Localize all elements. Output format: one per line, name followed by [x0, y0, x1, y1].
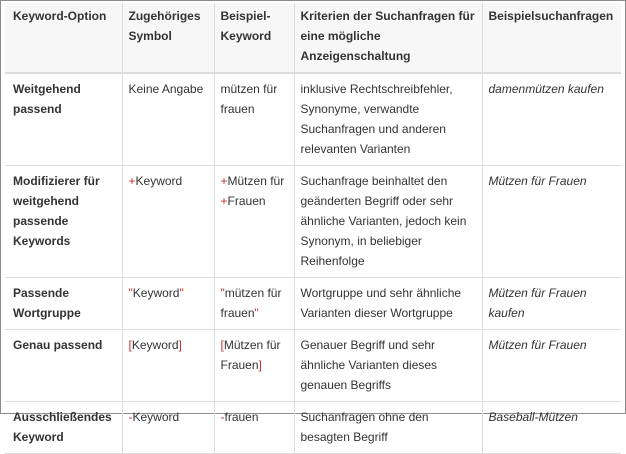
- example-cell: Mützen für Frauen: [482, 166, 621, 278]
- symbol-cell: Keine Angabe: [122, 73, 214, 166]
- option-cell: Modifizierer für weitgehend passende Keywords: [5, 166, 122, 278]
- modifier-plus-symbol: +: [220, 194, 228, 208]
- criteria-cell: inklusive Rechtschreibfehler, Synonyme, verwandte Suchanfragen und anderen relevanten Varianten: [294, 73, 482, 166]
- symbol-text: Keyword: [132, 410, 180, 424]
- symbol-text: Keyword: [135, 174, 183, 188]
- keyword-cell: [214, 278, 294, 330]
- keyword-options-table: [5, 3, 621, 454]
- symbol-cell: [122, 330, 214, 402]
- header-example-keyword: Beispiel-Keyword: [214, 3, 294, 73]
- header-keyword-option: Keyword-Option: [5, 3, 122, 73]
- criteria-cell: Genauer Begriff und sehr ähnliche Varianten dieses genauen Begriffs: [294, 330, 482, 402]
- quote-close-symbol: ": [179, 286, 184, 300]
- symbol-cell: [122, 402, 214, 454]
- modifier-plus-symbol: +: [220, 174, 228, 188]
- keyword-text: Mützen für Frauen: [220, 338, 281, 372]
- option-cell: Ausschließendes Keyword: [5, 402, 122, 454]
- header-example-queries: Beispielsuchanfragen: [482, 3, 621, 73]
- example-cell: Baseball-Mützen: [482, 402, 621, 454]
- table-header-row: [5, 3, 621, 73]
- criteria-cell: Suchanfragen ohne den besagten Begriff: [294, 402, 482, 454]
- table-row: [5, 402, 621, 454]
- bracket-open-symbol: [: [220, 338, 224, 352]
- keyword-text: Mützen für: [227, 174, 285, 188]
- bracket-open-symbol: [: [128, 338, 132, 352]
- criteria-cell: Suchanfrage beinhaltet den geänderten Begriff oder sehr ähnliche Varianten, jedoch kein Synonym, in beliebiger Reihenfolge: [294, 166, 482, 278]
- symbol-text: Keyword: [131, 338, 179, 352]
- bracket-close-symbol: ]: [178, 338, 182, 352]
- example-cell: damenmützen kaufen: [482, 73, 621, 166]
- example-cell: Mützen für Frauen: [482, 330, 621, 402]
- keyword-text: mützen für frauen: [220, 286, 282, 320]
- header-symbol: Zugehöriges Symbol: [122, 3, 214, 73]
- keyword-text: Frauen: [227, 194, 266, 208]
- quote-open-symbol: ": [220, 286, 225, 300]
- symbol-text: Keyword: [132, 286, 180, 300]
- example-cell: Mützen für Frauen kaufen: [482, 278, 621, 330]
- minus-symbol: -: [128, 410, 133, 424]
- table-row: [5, 166, 621, 278]
- keyword-cell: [214, 166, 294, 278]
- keyword-text: frauen: [224, 410, 259, 424]
- option-cell: Weitgehend passend: [5, 73, 122, 166]
- keyword-cell: [214, 402, 294, 454]
- symbol-cell: [122, 278, 214, 330]
- bracket-close-symbol: ]: [258, 358, 262, 372]
- table-row: [5, 73, 621, 166]
- criteria-cell: Wortgruppe und sehr ähnliche Varianten dieser Wortgruppe: [294, 278, 482, 330]
- table-row: [5, 330, 621, 402]
- option-cell: Passende Wortgruppe: [5, 278, 122, 330]
- header-criteria: Kriterien der Suchanfragen für eine mögliche Anzeigenschaltung: [294, 3, 482, 73]
- quote-close-symbol: ": [254, 306, 259, 320]
- option-cell: Genau passend: [5, 330, 122, 402]
- symbol-cell: [122, 166, 214, 278]
- keyword-cell: mützen für frauen: [214, 73, 294, 166]
- minus-symbol: -: [220, 410, 225, 424]
- quote-open-symbol: ": [128, 286, 133, 300]
- table-row: [5, 278, 621, 330]
- keyword-cell: [214, 330, 294, 402]
- modifier-plus-symbol: +: [128, 174, 136, 188]
